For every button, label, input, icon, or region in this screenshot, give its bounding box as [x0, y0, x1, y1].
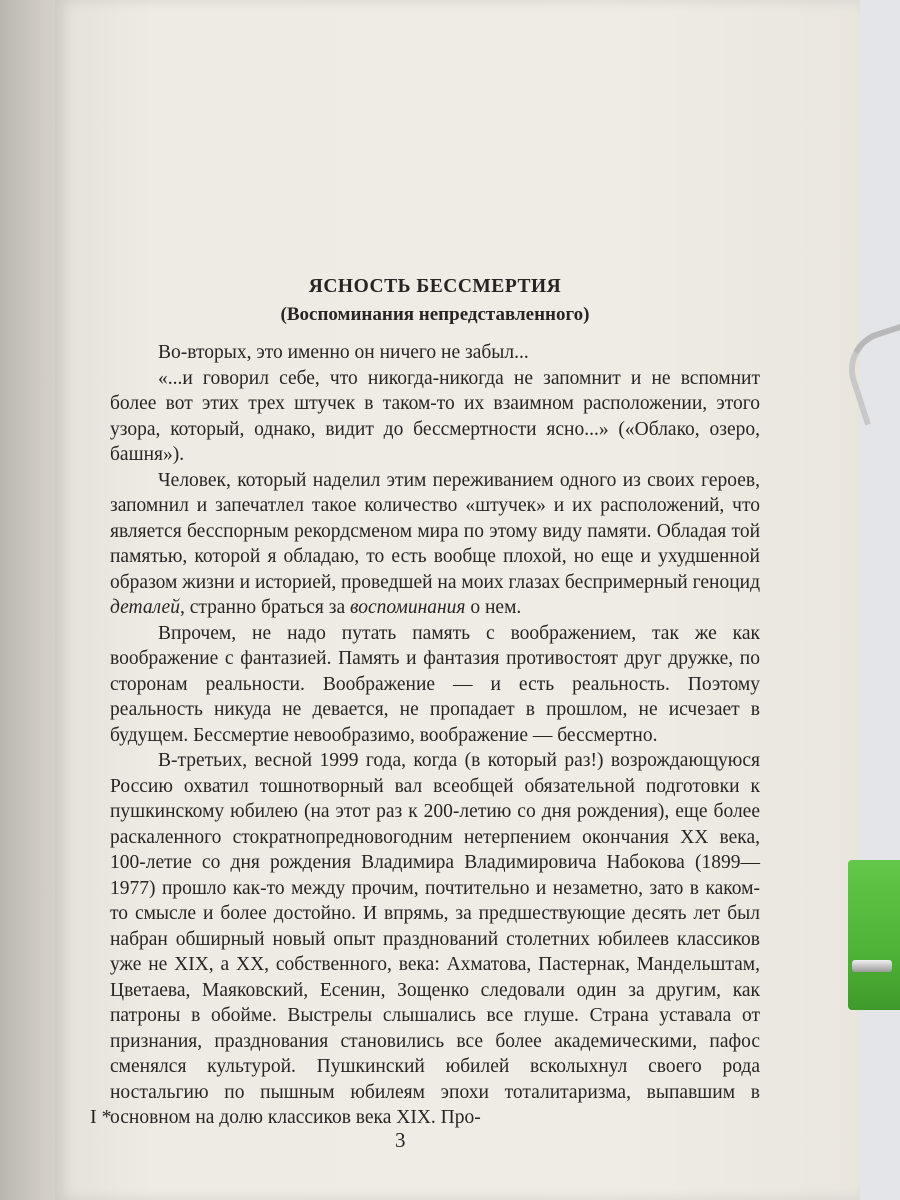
- chapter-subtitle: (Воспоминания непредставленного): [280, 304, 590, 325]
- paragraph-1: Во-вторых, это именно он ничего не забыл...: [158, 342, 529, 363]
- italic-word-details: деталей: [110, 597, 180, 618]
- paragraph-3-mid: , странно браться за: [179, 597, 351, 618]
- signature-mark: I *: [90, 1106, 112, 1128]
- paragraph-quote: «...и говорил себе, что никогда-никогда не запомнит и не вспомнит более вот этих трех штучек в таком-то их взаимном расположении, этого узора, который, однако, видит до бессмертности ясно...» («Облако, озеро, башня»).: [110, 367, 760, 465]
- clip-metal-band: [852, 960, 892, 972]
- paragraph-5: В-третьих, весной 1999 года, когда (в который раз!) возрождающуюся Россию охватил тошнотворный вал всеобщей обязательной подготовки к пушкинскому юбилею (на этот раз к 200-летию со дня рождения), еще более раскаленного стократнопредновогодним нетерпением окончания XX века, 100-летие со дня рождения Владимира Владимировича Набокова (1899—1977) прошло как-то между прочим, почтительно и незаметно, зато в каком-то смысле и более достойно. И впрямь, за предшествующие десять лет был набран обширный новый опыт празднований столетних юбилеев классиков уже не XIX, а XX, собственного, века: Ахматова, Пастернак, Мандельштам, Цветаева, Маяковский, Есенин, Зощенко следовали один за другим, как патроны в обойме. Выстрелы слышались все глуше. Страна уставала от признания, празднования становились все более академическими, пафос сменялся культурой. Пушкинский юбилей всколыхнул своего рода ностальгию по пышным юбилеям эпохи тоталитаризма, выпавшим в основном на долю классиков века XIX. Про-: [110, 750, 760, 1128]
- background-surface: [860, 0, 900, 1200]
- page-text: [110, 272, 760, 1131]
- paragraph-3-text: Человек, который наделил этим переживанием одного из своих героев, запомнил и запечатлел такое количество «штучек» и их расположений, что является бесспорным рекордсменом мира по этому виду памяти. Обладая той памятью, которой я обладаю, то есть вообще плохой, но еще и ухудшенной образом жизни и историей, проведшей на моих глазах беспримерный геноцид: [110, 469, 760, 593]
- paragraph-4: Впрочем, не надо путать память с воображением, так же как воображение с фантазией. Память и фантазия противостоят друг дружке, по сторонам реальности. Воображение — и есть реальность. Поэтому реальность никуда не девается, не пропадает в прошлом, не исчезает в будущем. Бессмертие невообразимо, воображение — бессмертно.: [110, 622, 760, 746]
- italic-word-memoirs: воспоминания: [350, 597, 466, 618]
- page-number: 3: [395, 1128, 406, 1152]
- paragraph-3: [110, 468, 760, 621]
- green-clip: [848, 860, 900, 1010]
- chapter-title: ЯСНОСТЬ БЕССМЕРТИЯ: [308, 276, 562, 297]
- paragraph-3-tail: о нем.: [465, 597, 522, 618]
